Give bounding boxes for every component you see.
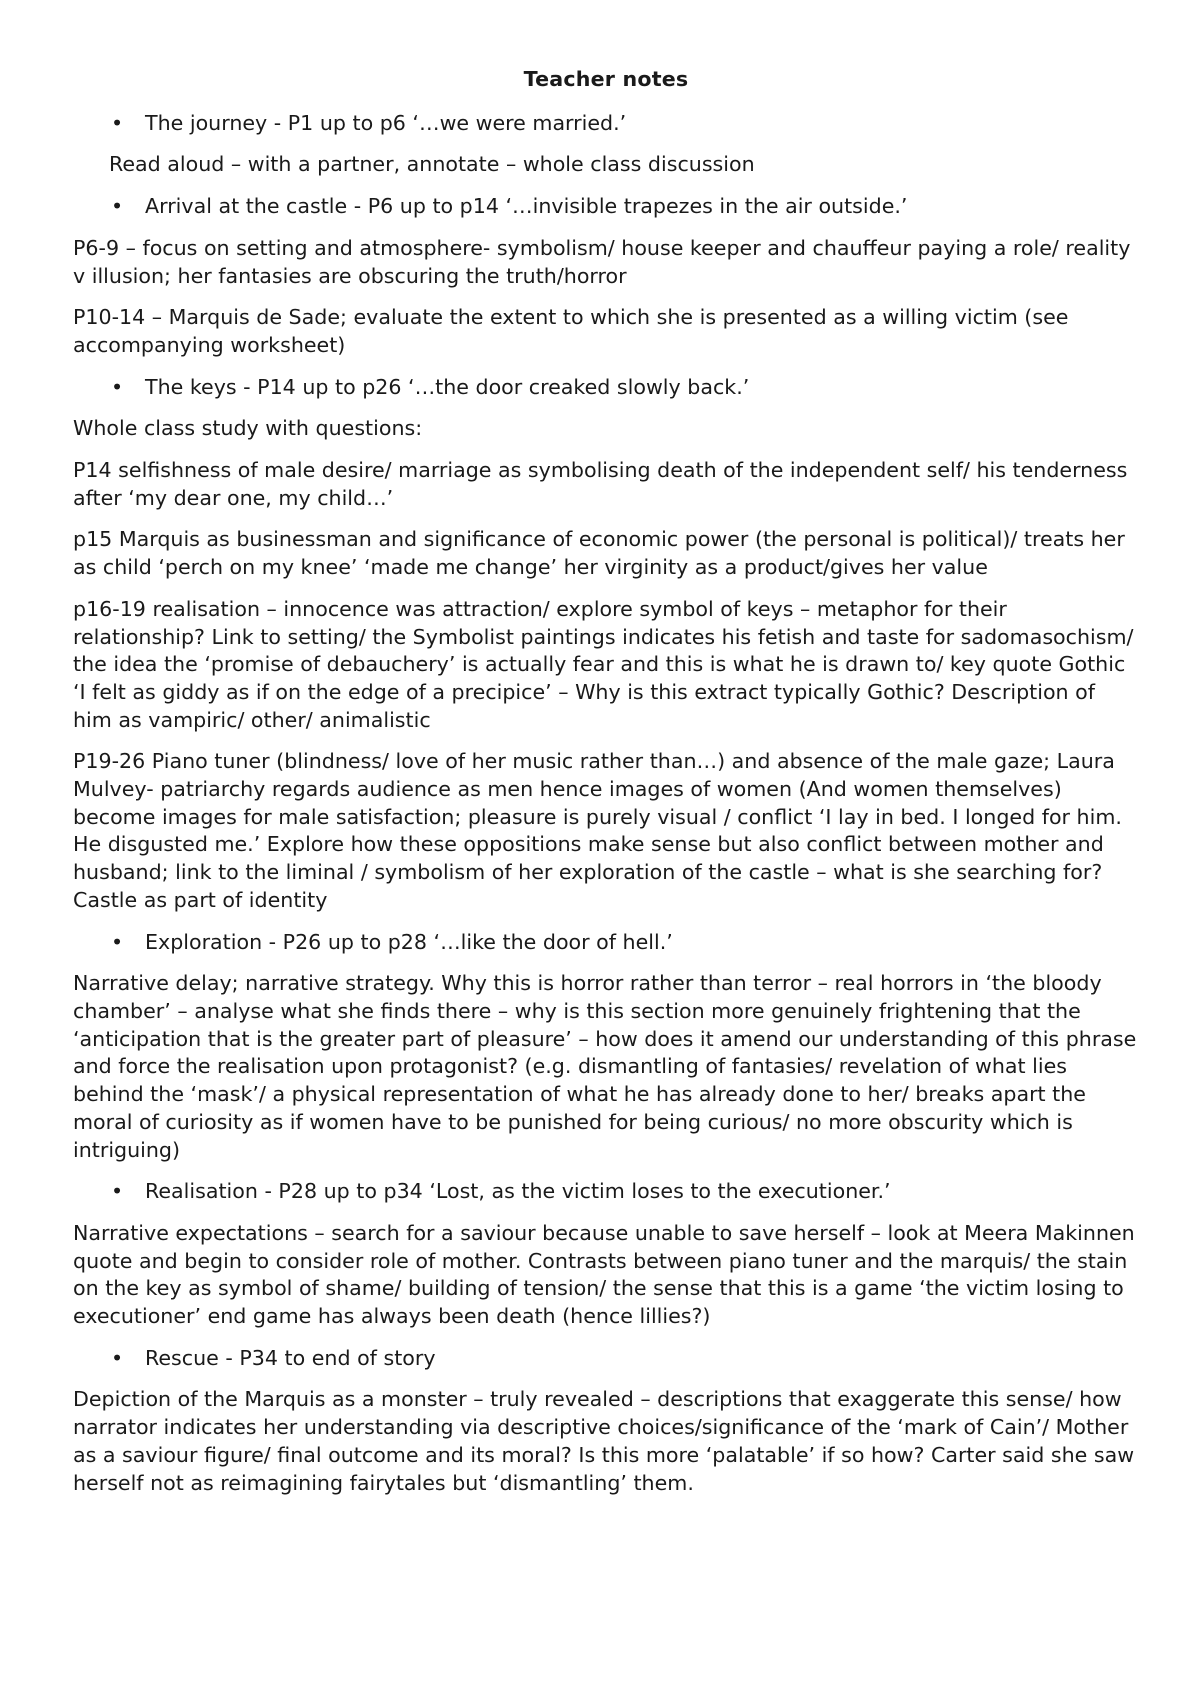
paragraph-narrative-delay: Narrative delay; narrative strategy. Why this is horror rather than terror – real horrors in ‘the bloody chamber’ – analyse what she finds there – why is this section more genuinely frightening that the ‘anticipation that is the greater part of pleasure’ – how does it amend our understanding of this phrase and force the realisation upon protagonist? (e.g. dismantling of fantasies/ revelation of what lies behind the ‘mask’/ a physical representation of what he has already done to her/ breaks apart the moral of curiosity as if women have to be punished for being curious/ no more obscurity which is intriguing): [73, 971, 1137, 1162]
bullet-text: The journey - P1 up to p6 ‘…we were married.’: [145, 110, 627, 135]
paragraph-p15: p15 Marquis as businessman and significance of economic power (the personal is political)/ treats her as child ‘perch on my knee’ ‘made me change’ her virginity as a product/gives her value: [73, 527, 1125, 580]
paragraph-read-aloud: Read aloud – with a partner, annotate – whole class discussion: [109, 152, 755, 177]
document-page: [73, 66, 1139, 1511]
bullet-text: The keys - P14 up to p26 ‘…the door creaked slowly back.’: [145, 374, 750, 399]
paragraph-p16-19: p16-19 realisation – innocence was attraction/ explore symbol of keys – metaphor for their relationship? Link to setting/ the Symbolist paintings indicates his fetish and taste for sadomasochism/ the idea the ‘promise of debauchery’ is actually fear and this is what he is drawn to/ key quote Gothic ‘I felt as giddy as if on the edge of a precipice’ – Why is this extract typically Gothic? Description of him as vampiric/ other/ animalistic: [73, 596, 1134, 732]
bullet-text: Realisation - P28 up to p34 ‘Lost, as the victim loses to the executioner.’: [145, 1179, 891, 1204]
paragraph-depiction: Depiction of the Marquis as a monster – truly revealed – descriptions that exaggerate this sense/ how narrator indicates her understanding via descriptive choices/significance of the ‘mark of Cain’/ Mother as a saviour figure/ final outcome and its moral? Is this more ‘palatable’ if so how? Carter said she saw herself not as reimagining fairytales but ‘dismantling’ them.: [73, 1387, 1135, 1495]
paragraph-narrative-expectations: Narrative expectations – search for a saviour because unable to save herself – look at Meera Makinnen quote and begin to consider role of mother. Contrasts between piano tuner and the marquis/ the stain on the key as symbol of shame/ building of tension/ the sense that this is a game ‘the victim losing to executioner’ end game has always been death (hence lillies?): [73, 1220, 1135, 1329]
bullet-icon: •: [111, 110, 124, 135]
bullet-item-exploration: [73, 929, 1139, 957]
bullet-icon: •: [111, 194, 124, 219]
page-title: Teacher notes: [523, 67, 689, 91]
paragraph-whole-class: Whole class study with questions:: [73, 416, 423, 441]
bullet-icon: •: [111, 929, 124, 954]
bullet-icon: •: [111, 1179, 124, 1204]
bullet-item-rescue: [73, 1345, 1139, 1373]
bullet-icon: •: [111, 374, 124, 399]
bullet-text: Exploration - P26 up to p28 ‘…like the door of hell.’: [145, 929, 673, 954]
bullet-item-realisation: [73, 1178, 1139, 1206]
paragraph-p6-9: P6-9 – focus on setting and atmosphere- symbolism/ house keeper and chauffeur paying a role/ reality v illusion; her fantasies are obscuring the truth/horror: [73, 235, 1131, 288]
paragraph-p14: P14 selfishness of male desire/ marriage as symbolising death of the independent self/ his tenderness after ‘my dear one, my child…’: [73, 458, 1128, 510]
bullet-item-journey: [73, 110, 1139, 138]
paragraph-p19-26: P19-26 Piano tuner (blindness/ love of her music rather than…) and absence of the male gaze; Laura Mulvey- patriarchy regards audience as men hence images of women (And women themselves) become images for male satisfaction; pleasure is purely visual / conflict ‘I lay in bed. I longed for him. He disgusted me.’ Explore how these oppositions make sense but also conflict between mother and husband; link to the liminal / symbolism of her exploration of the castle – what is she searching for? Castle as part of identity: [73, 749, 1122, 912]
bullet-text: Arrival at the castle - P6 up to p14 ‘…invisible trapezes in the air outside.’: [145, 194, 908, 219]
bullet-item-keys: [73, 374, 1139, 402]
bullet-text: Rescue - P34 to end of story: [145, 1345, 436, 1370]
paragraph-p10-14: P10-14 – Marquis de Sade; evaluate the extent to which she is presented as a willing victim (see accompanying worksheet): [73, 305, 1069, 357]
bullet-item-arrival: [73, 193, 1139, 221]
bullet-icon: •: [111, 1345, 124, 1370]
